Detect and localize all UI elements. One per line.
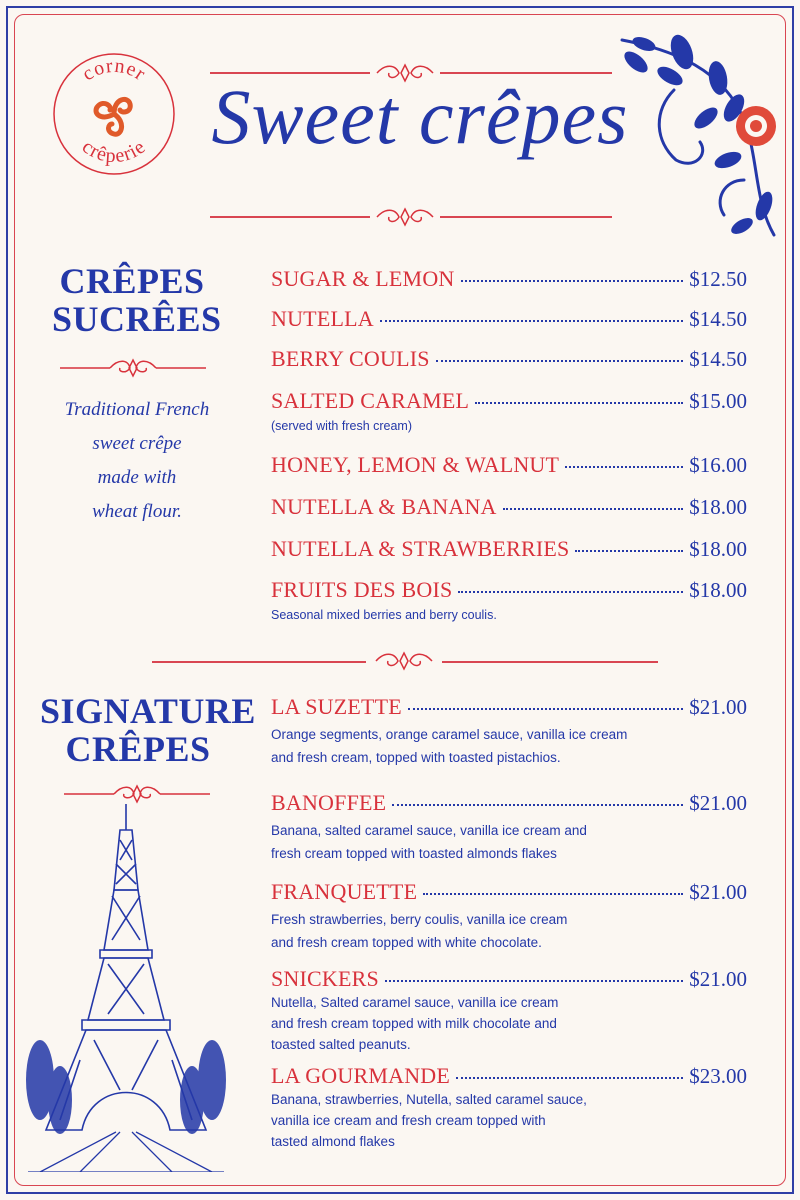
dot-leader: [436, 360, 684, 362]
scroll-ornament-icon: [372, 650, 436, 672]
item-name: NUTELLA & STRAWBERRIES: [271, 536, 570, 561]
floral-ornament-icon: [614, 30, 782, 240]
item-price: $18.00: [689, 537, 747, 561]
item-price: $23.00: [689, 1064, 747, 1088]
item-name: FRUITS DES BOIS: [271, 577, 453, 602]
item-price: $18.00: [689, 495, 747, 519]
logo-text-bottom: crêperie: [77, 135, 151, 168]
dot-leader: [380, 320, 683, 322]
description-line: fresh cream topped with toasted almonds flakes: [271, 846, 557, 861]
item-name: NUTELLA: [271, 306, 374, 331]
item-name: SUGAR & LEMON: [271, 266, 455, 291]
item-description: [271, 992, 651, 1055]
description-line: Fresh strawberries, berry coulis, vanilla ice cream: [271, 912, 568, 927]
section-title-crepes-sucrees: [52, 261, 222, 339]
item-name: NUTELLA & BANANA: [271, 494, 497, 519]
item-price: $21.00: [689, 880, 747, 904]
menu-item: [271, 577, 747, 627]
item-description: [271, 908, 651, 954]
dot-leader: [461, 280, 684, 282]
item-price: $18.00: [689, 578, 747, 602]
item-price: $16.00: [689, 453, 747, 477]
menu-item: [271, 694, 747, 769]
dot-leader: [475, 402, 683, 404]
item-name: LA GOURMANDE: [271, 1063, 451, 1088]
item-price: $14.50: [689, 347, 747, 371]
item-note: (served with fresh cream): [271, 419, 413, 433]
item-name: HONEY, LEMON & WALNUT: [271, 452, 560, 477]
dot-leader: [458, 591, 683, 593]
item-name: LA SUZETTE: [271, 694, 402, 719]
item-name: SALTED CARAMEL: [271, 388, 470, 413]
menu-item: [271, 494, 747, 520]
description-line: vanilla ice cream and fresh cream topped with: [271, 1113, 546, 1128]
scroll-ornament-icon: [373, 206, 437, 228]
dot-leader: [392, 804, 683, 806]
description-line: made with: [97, 467, 177, 488]
item-name: BANOFFEE: [271, 790, 387, 815]
item-name: FRANQUETTE: [271, 879, 418, 904]
section-title-line2: SUCRÊES: [52, 299, 222, 339]
dot-leader: [575, 550, 683, 552]
item-price: $21.00: [689, 967, 747, 991]
dot-leader: [456, 1077, 683, 1079]
description-line: toasted salted peanuts.: [271, 1037, 411, 1052]
menu-item: [271, 790, 747, 865]
section-title-line1: SIGNATURE: [40, 691, 256, 731]
description-line: and fresh cream topped with white chocolate.: [271, 935, 542, 950]
description-line: Nutella, Salted caramel sauce, vanilla ice cream: [271, 995, 559, 1010]
menu-item: [271, 306, 747, 332]
description-line: Banana, salted caramel sauce, vanilla ice cream and: [271, 823, 587, 838]
dot-leader: [503, 508, 684, 510]
description-line: Traditional French: [64, 399, 210, 420]
section-title-line2: CRÊPES: [65, 729, 211, 769]
menu-item: [271, 346, 747, 372]
title-rule-bottom-left: [210, 216, 370, 218]
logo-text-top: corner: [78, 54, 150, 86]
section-title-line1: CRÊPES: [59, 261, 205, 301]
triskelion-logo-icon: [52, 52, 176, 176]
item-description: [271, 723, 651, 769]
description-line: and fresh cream topped with milk chocolate and: [271, 1016, 557, 1031]
item-price: $12.50: [689, 267, 747, 291]
item-name: BERRY COULIS: [271, 346, 430, 371]
menu-item: [271, 879, 747, 954]
section-divider-left: [152, 661, 366, 663]
item-description: [271, 1089, 651, 1152]
section-description: [52, 393, 222, 529]
menu-item: [271, 1063, 747, 1152]
description-line: Orange segments, orange caramel sauce, vanilla ice cream: [271, 727, 628, 742]
item-note: Seasonal mixed berries and berry coulis.: [271, 608, 497, 622]
scroll-ornament-icon: [58, 356, 208, 380]
dot-leader: [385, 980, 683, 982]
item-price: $14.50: [689, 307, 747, 331]
eiffel-tower-icon: [20, 800, 232, 1172]
dot-leader: [408, 708, 683, 710]
item-description: [271, 819, 651, 865]
description-line: wheat flour.: [92, 501, 182, 522]
menu-item: [271, 266, 747, 292]
menu-item: [271, 388, 747, 438]
section-title-signature-crepes: [40, 691, 256, 769]
menu-item: [271, 536, 747, 562]
menu-item: [271, 966, 747, 1055]
dot-leader: [565, 466, 683, 468]
menu-item: [271, 452, 747, 478]
dot-leader: [423, 893, 683, 895]
description-line: Banana, strawberries, Nutella, salted caramel sauce,: [271, 1092, 587, 1107]
page-title: Sweet crêpes: [211, 73, 629, 160]
title-rule-bottom-right: [440, 216, 612, 218]
item-price: $21.00: [689, 791, 747, 815]
description-line: and fresh cream, topped with toasted pistachios.: [271, 750, 561, 765]
description-line: tasted almond flakes: [271, 1134, 395, 1149]
item-price: $21.00: [689, 695, 747, 719]
item-price: $15.00: [689, 389, 747, 413]
item-name: SNICKERS: [271, 966, 379, 991]
description-line: sweet crêpe: [92, 433, 182, 454]
section-divider-right: [442, 661, 658, 663]
svg-text:crêperie: [78, 136, 150, 168]
